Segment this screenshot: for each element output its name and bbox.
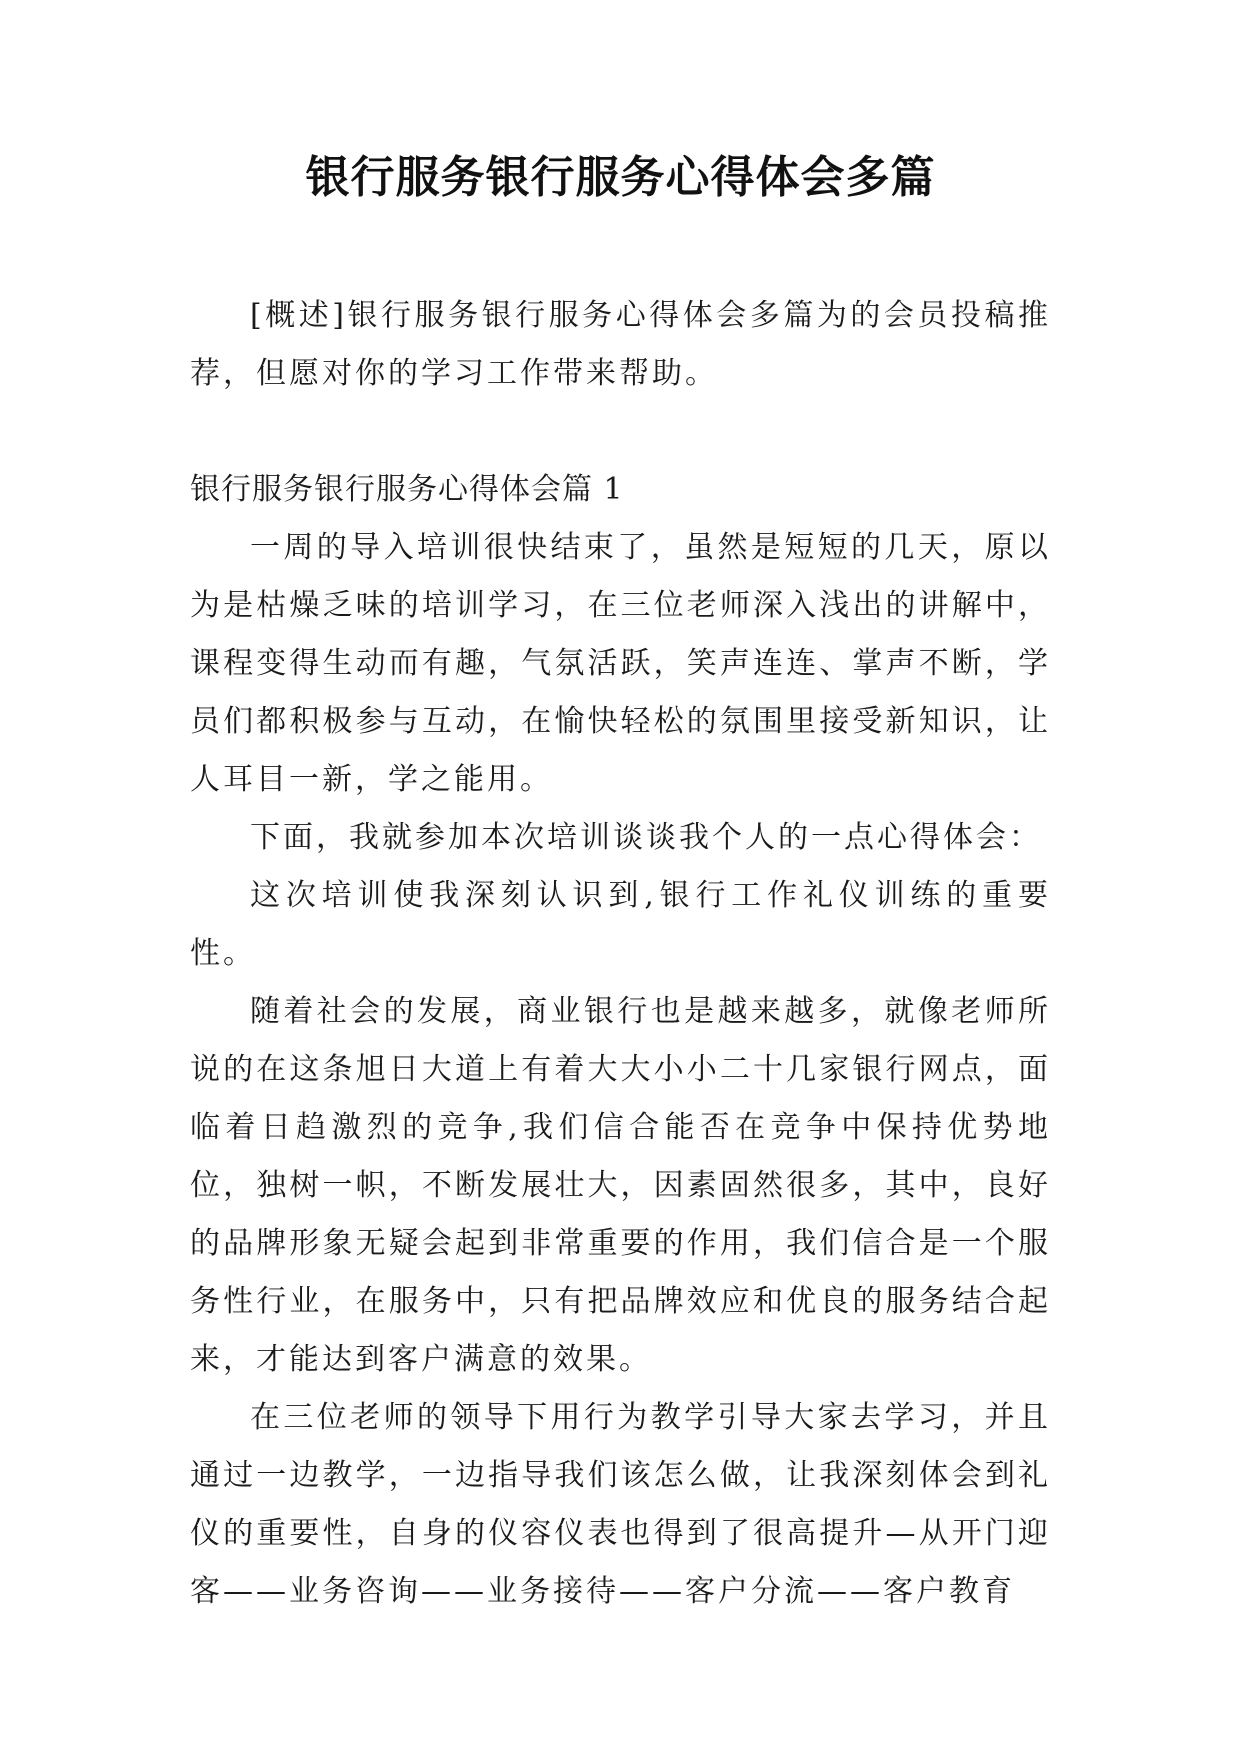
body-paragraph: 一周的导入培训很快结束了，虽然是短短的几天，原以为是枯燥乏味的培训学习，在三位老师深入浅出的讲解中，课程变得生动而有趣，气氛活跃，笑声连连、掌声不断，学员们都积极参与互动，在愉快轻松的氛围里接受新知识，让人耳目一新，学之能用。	[190, 530, 1051, 797]
body-paragraph: 下面，我就参加本次培训谈谈我个人的一点心得体会：	[250, 820, 1042, 855]
section-heading: 银行服务银行服务心得体会篇 1	[190, 472, 624, 507]
document-body	[190, 287, 1051, 1621]
document-title: 银行服务银行服务心得体会多篇	[305, 152, 936, 203]
body-paragraph: 随着社会的发展，商业银行也是越来越多，就像老师所说的在这条旭日大道上有着大大小小二十几家银行网点，面临着日趋激烈的竞争,我们信合能否在竞争中保持优势地位，独树一帜，不断发展壮大，因素固然很多，其中，良好的品牌形象无疑会起到非常重要的作用，我们信合是一个服务性行业，在服务中，只有把品牌效应和优良的服务结合起来，才能达到客户满意的效果。	[190, 994, 1051, 1377]
body-paragraph: 这次培训使我深刻认识到,银行工作礼仪训练的重要性。	[190, 878, 1051, 971]
summary-paragraph: [概述]银行服务银行服务心得体会多篇为的会员投稿推荐，但愿对你的学习工作带来帮助。	[190, 298, 1051, 391]
body-paragraph: 在三位老师的领导下用行为教学引导大家去学习，并且通过一边教学，一边指导我们该怎么做，让我深刻体会到礼仪的重要性，自身的仪容仪表也得到了很高提升—从开门迎客——业务咨询——业务接待——客户分流——客户教育	[190, 1400, 1051, 1609]
